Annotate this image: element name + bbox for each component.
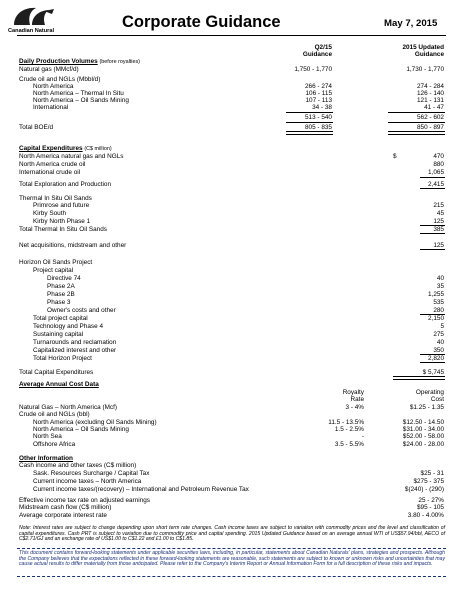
prod-na-yr: 274 - 284 <box>416 83 444 90</box>
page-title: Corporate Guidance <box>122 13 281 31</box>
capex-tep-val: 2,415 <box>428 181 444 188</box>
company-name: Canadian Natural <box>8 28 55 34</box>
capex-turn-label: Turnarounds and reclamation <box>33 339 117 346</box>
capex-sust-label: Sustaining capital <box>33 331 84 338</box>
prod-gas-q2: 1,750 - 1,770 <box>294 66 332 73</box>
other-eff-val: 25 - 27% <box>418 497 444 504</box>
capex-kirby-label: Kirby South <box>33 210 67 217</box>
capex-primrose-label: Primrose and future <box>33 202 90 209</box>
capex-owner-label: Owner's costs and other <box>47 307 116 314</box>
capex-acq-underline <box>420 249 445 250</box>
cost-gas-roy: 3 - 4% <box>345 404 364 411</box>
capex-total-double-rule <box>393 376 445 380</box>
capex-dollar: $ <box>393 153 397 160</box>
capex-p2b-label: Phase 2B <box>47 291 75 298</box>
col-header-2015: 2015 Updated <box>402 44 444 51</box>
capex-p2a-label: Phase 2A <box>47 283 75 290</box>
cost-ns-roy: - <box>361 433 364 440</box>
cost-op-h2: Cost <box>430 396 444 403</box>
other-heading: Other Information <box>19 455 73 462</box>
capex-title: Capital Expenditures <box>19 145 83 152</box>
prod-mining-label: North America – Oil Sands Mining <box>33 97 129 104</box>
col-header-q2-sub: Guidance <box>302 51 332 58</box>
capex-capint-val: 350 <box>433 347 444 354</box>
capex-sust-val: 275 <box>433 331 444 338</box>
capex-primrose-val: 215 <box>433 202 444 209</box>
prod-intl-q2: 34 - 38 <box>312 104 332 111</box>
capex-kirbyn-label: Kirby North Phase 1 <box>33 218 91 225</box>
prod-total-rule-q2 <box>286 122 333 123</box>
capex-intl-val: 1,065 <box>428 169 444 176</box>
prod-boe-yr: 850 - 897 <box>416 124 444 131</box>
capex-gas-label: North America natural gas and NGLs <box>19 153 124 160</box>
cost-na-op: $12.50 - 14.50 <box>402 419 444 426</box>
cost-mining-op: $31.00 - 34.00 <box>402 426 444 433</box>
col-header-2015-sub: Guidance <box>414 51 444 58</box>
capex-capint-label: Capitalized interest and other <box>33 347 117 354</box>
cost-gas-label: Natural Gas – North America (Mcf) <box>19 404 118 411</box>
capex-kirbyn-val: 125 <box>433 218 444 225</box>
capex-p3-val: 535 <box>433 299 444 306</box>
capex-tech-val: 5 <box>440 323 444 330</box>
capex-tep-underline <box>420 188 445 189</box>
capex-kirby-val: 45 <box>436 210 444 217</box>
other-sask-val: $25 - 31 <box>420 470 444 477</box>
prod-mining-q2: 107 - 113 <box>305 97 332 104</box>
other-curna-label: Current income taxes – North America <box>33 478 142 485</box>
prod-na-label: North America <box>33 83 74 90</box>
capex-horizon-label: Horizon Oil Sands Project <box>19 259 93 266</box>
capex-d74-label: Directive 74 <box>47 275 81 282</box>
capex-thor-label: Total Horizon Project <box>33 355 92 362</box>
capex-p2a-val: 35 <box>436 283 444 290</box>
capex-thor-val: 2,820 <box>428 355 444 362</box>
capex-insitu-label: Thermal In Situ Oil Sands <box>19 195 92 202</box>
other-curintl-label: Current income taxes/(recovery) – International and Petroleum Revenue Tax <box>33 486 249 493</box>
capex-tproj-label: Total project capital <box>33 315 88 322</box>
cost-off-roy: 3.5 - 5.5% <box>334 441 364 448</box>
production-title: Daily Production Volumes <box>19 58 98 65</box>
cost-mining-roy: 1.5 - 2.5% <box>334 426 364 433</box>
prod-crude-label: Crude oil and NGLs (Mbbl/d) <box>19 76 101 83</box>
prod-boe-label: Total BOE/d <box>19 124 54 131</box>
disclaimer: This document contains forward-looking statements under applicable securities laws, including, in particular, statements about Canadian Naturals' plans, strategies and prospects. Although the Company believes that the expectations reflected in these forward-looking statements are reasonable, such statements are subject to known or unknown risks and uncertainties that may cause actual results to differ materially from those anticipated. Please refer to the Company's Interim Report or Annual Information Form for a full description of these risks and impacts. <box>19 550 445 567</box>
cost-op-h1: Operating <box>415 389 444 396</box>
cost-royalty-h1: Royalty <box>342 389 364 396</box>
cost-na-roy: 11.5 - 13.5% <box>328 419 364 426</box>
production-heading <box>19 58 140 66</box>
prod-insitu-yr: 126 - 140 <box>416 90 444 97</box>
capex-tech-label: Technology and Phase 4 <box>33 323 103 330</box>
cost-ns-op: $52.00 - 58.00 <box>402 433 444 440</box>
header-rule <box>17 35 446 36</box>
capex-owner-val: 280 <box>433 307 444 314</box>
prod-boe-q2: 805 - 835 <box>304 124 332 131</box>
prod-total-rule-yr <box>388 122 445 123</box>
col-header-q2: Q2/15 <box>314 44 332 51</box>
other-eff-label: Effective income tax rate on adjusted earnings <box>19 497 150 504</box>
cost-off-label: Offshore Africa <box>33 441 76 448</box>
prod-na-q2: 266 - 274 <box>304 83 332 90</box>
capex-d74-val: 40 <box>436 275 444 282</box>
capex-total-val: $ 5,745 <box>422 369 444 376</box>
capex-thor-underline <box>420 362 445 363</box>
other-cash-label: Cash income and other taxes (C$ million) <box>19 462 137 469</box>
capex-tep-label: Total Exploration and Production <box>19 181 112 188</box>
cost-off-op: $24.00 - 28.00 <box>402 441 444 448</box>
disclaimer-rule-top <box>17 548 446 549</box>
capex-project-label: Project capital <box>33 267 74 274</box>
other-mid-val: $95 - 105 <box>416 504 444 511</box>
prod-gas-label: Natural gas (MMcf/d) <box>19 66 79 73</box>
report-date: May 7, 2015 <box>384 18 438 29</box>
production-note: (before royalties) <box>99 59 140 65</box>
capex-p3-label: Phase 3 <box>47 299 71 306</box>
other-rate-val: 3.80 - 4.00% <box>407 512 444 519</box>
other-rate-label: Average corporate interest rate <box>19 512 107 519</box>
logo-mark-icon <box>6 5 62 27</box>
disclaimer-rule-bottom <box>17 576 446 577</box>
prod-subtotal-q2: 513 - 540 <box>304 114 332 121</box>
capex-turn-val: 40 <box>436 339 444 346</box>
prod-subtotal-rule-q2 <box>286 112 333 113</box>
capex-crude-label: North America crude oil <box>19 161 86 168</box>
footnote: Note: Interest rates are subject to change depending upon short term rate changes. Cash income taxes are subject to variation with commodity prices and the level and classification of capital expenditures. Cash PRT is subject to variation due to commodity price and capital spending. 2015 Updated Guidance based on an average annual WTI of US$57.94/bbl, AECO of C$2.71/GJ and an exchange rate of US$1.00 to C$1.22 and £1.00 to C$1.85. <box>19 525 445 542</box>
cost-ns-label: North Sea <box>33 433 62 440</box>
cost-royalty-h2: Rate <box>350 396 364 403</box>
capex-tep-rule <box>420 177 445 178</box>
prod-subtotal-yr: 562 - 602 <box>416 114 444 121</box>
prod-boe-double-rule-yr <box>388 131 445 135</box>
capex-acq-val: 125 <box>433 242 444 249</box>
company-logo <box>6 5 62 35</box>
capex-note: (C$ million) <box>84 146 112 152</box>
capex-acq-label: Net acquisitions, midstream and other <box>19 242 127 249</box>
capex-p2b-val: 1,255 <box>428 291 444 298</box>
prod-gas-yr: 1,730 - 1,770 <box>406 66 444 73</box>
prod-insitu-q2: 106 - 115 <box>305 90 332 97</box>
capex-crude-val: 880 <box>433 161 444 168</box>
other-sask-label: Sask. Resources Surcharge / Capital Tax <box>33 470 150 477</box>
cost-heading: Average Annual Cost Data <box>19 381 99 388</box>
prod-mining-yr: 121 - 131 <box>416 97 444 104</box>
other-curintl-val: $(240) - (290) <box>404 486 444 493</box>
prod-insitu-label: North America – Thermal In Situ <box>33 90 124 97</box>
capex-tinsitu-label: Total Thermal In Situ Oil Sands <box>19 226 107 233</box>
cost-na-label: North America (excluding Oil Sands Mining) <box>33 419 157 426</box>
capex-heading <box>19 145 112 153</box>
other-curna-val: $275 - 375 <box>413 478 444 485</box>
capex-gas-val: 470 <box>433 153 444 160</box>
prod-subtotal-rule-yr <box>388 112 445 113</box>
prod-boe-double-rule-q2 <box>286 131 333 135</box>
capex-tproj-val: 2,150 <box>428 315 444 322</box>
cost-gas-op: $1.25 - 1.35 <box>409 404 444 411</box>
capex-tinsitu-val: 385 <box>433 226 444 233</box>
capex-total-label: Total Capital Expenditures <box>19 369 94 376</box>
capex-intl-label: International crude oil <box>19 169 81 176</box>
prod-intl-yr: 41 - 47 <box>424 104 444 111</box>
cost-mining-label: North America – Oil Sands Mining <box>33 426 129 433</box>
cost-crude-label: Crude oil and NGLs (bbl) <box>19 411 90 418</box>
capex-tinsitu-underline <box>420 233 445 234</box>
other-mid-label: Midstream cash flow (C$ million) <box>19 504 112 511</box>
prod-intl-label: International <box>33 104 69 111</box>
